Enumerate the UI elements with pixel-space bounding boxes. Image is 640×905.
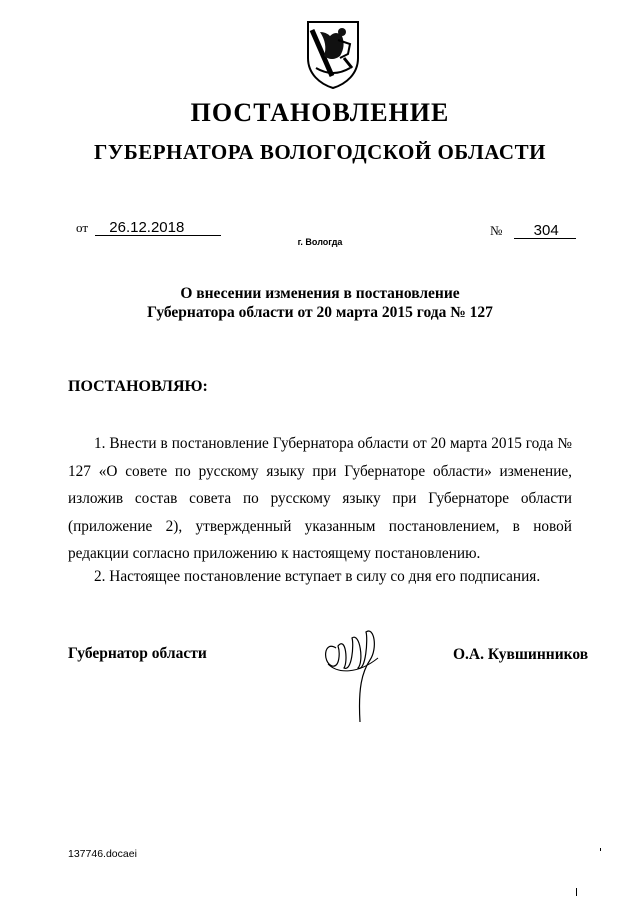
document-subject xyxy=(0,284,640,322)
file-code: 137746.docaei xyxy=(68,848,137,860)
subject-line-1: О внесении изменения в постановление xyxy=(180,285,460,302)
date-row xyxy=(76,220,221,236)
signer-name: О.А. Кувшинников xyxy=(453,646,589,663)
number-prefix: № xyxy=(490,223,503,238)
coat-of-arms-icon xyxy=(302,18,364,90)
document-title: ПОСТАНОВЛЕНИЕ xyxy=(190,98,450,127)
paragraph-2: 2. Настоящее постановление вступает в силу со дня его подписания. xyxy=(94,568,541,585)
date-prefix: от xyxy=(76,220,89,235)
subject-line-2: Губернатора области от 20 марта 2015 года № 127 xyxy=(147,304,493,321)
decree-heading: ПОСТАНОВЛЯЮ: xyxy=(68,378,208,395)
scan-mark xyxy=(600,848,601,851)
document-issuer: ГУБЕРНАТОРА ВОЛОГОДСКОЙ ОБЛАСТИ xyxy=(94,140,546,164)
handwritten-signature xyxy=(318,618,388,724)
paragraph-1: 1. Внести в постановление Губернатора области от 20 марта 2015 года № 127 «О совете по русскому языку при Губернаторе области» изменение, изложив состав совета по русскому языку при Губернаторе области (приложение 2), утвержденный указанным постановлением, в новой редакции согласно приложению к настоящему постановлению. xyxy=(68,435,572,562)
document-date: 26.12.2018 xyxy=(95,220,221,236)
city-label: г. Вологда xyxy=(297,237,343,247)
signer-position: Губернатор области xyxy=(68,645,207,662)
document-number: 304 xyxy=(514,223,576,239)
scan-mark xyxy=(576,888,577,896)
